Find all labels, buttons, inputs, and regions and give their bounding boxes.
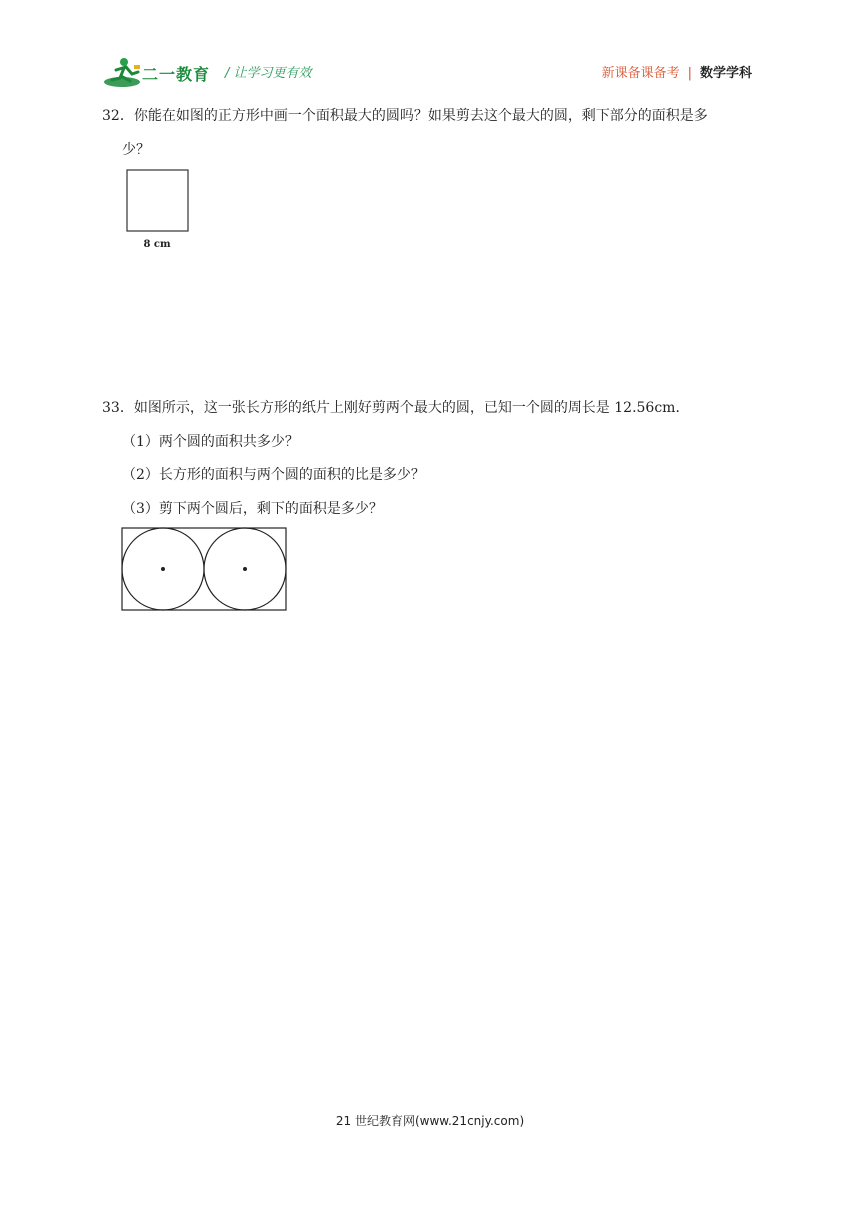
header-right <box>602 62 752 81</box>
square-figure <box>126 168 194 252</box>
square-shape <box>127 170 188 231</box>
square-side-label: 8 cm <box>143 239 171 250</box>
left-circle-center <box>161 567 165 571</box>
rectangle-two-circles-figure <box>121 527 289 613</box>
course-label: 新课备课备考 <box>601 66 680 81</box>
page-header <box>0 0 860 95</box>
page-footer: 21 世纪教育网(www.21cnjy.com) <box>335 1114 525 1128</box>
slogan: / 让学习更有效 <box>225 66 312 81</box>
question-33-part-2: （2）长方形的面积与两个圆的面积的比是多少？ <box>122 467 425 483</box>
question-32-text-continued: 少？ <box>122 142 150 158</box>
question-33-part-3: （3）剪下两个圆后，剩下的面积是多少？ <box>122 501 383 517</box>
subject-label: 数学学科 <box>699 66 752 81</box>
right-circle-center <box>243 567 247 571</box>
header-separator: | <box>687 66 692 81</box>
brand-name: 二一教育 <box>142 65 211 84</box>
question-33-part-1: （1）两个圆的面积共多少？ <box>122 434 299 450</box>
question-32-text: 32．你能在如图的正方形中画一个面积最大的圆吗？如果剪去这个最大的圆，剩下部分的面积是多 <box>102 108 708 124</box>
question-33-text: 33．如图所示，这一张长方形的纸片上刚好剪两个最大的圆，已知一个圆的周长是 12.56cm． <box>102 400 690 416</box>
